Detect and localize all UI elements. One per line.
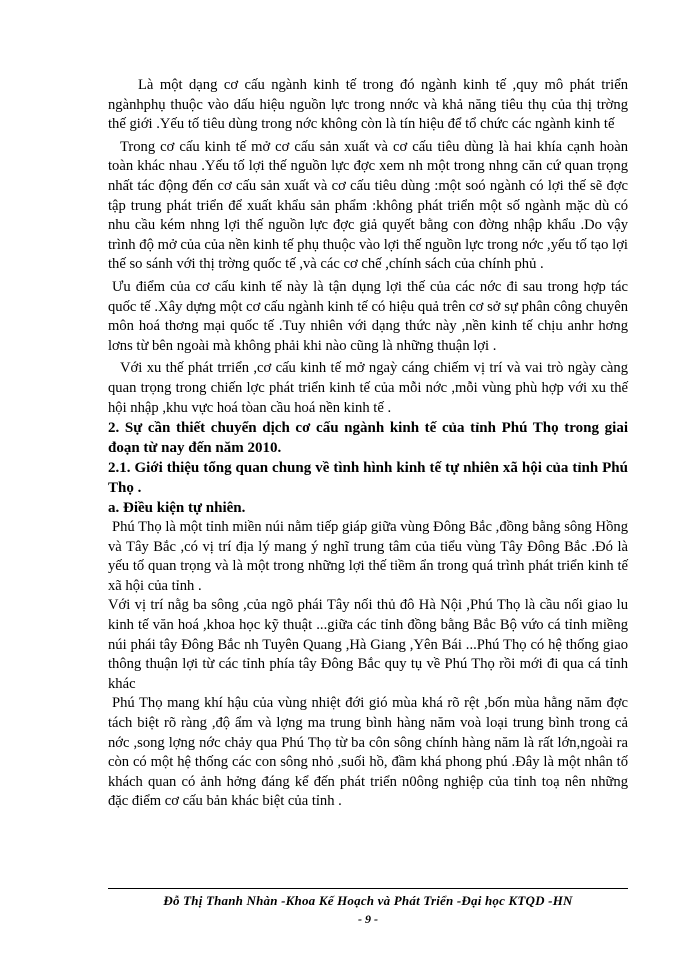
paragraph-production-consumption: Trong cơ cấu kinh tế mở cơ cấu sản xuất và cơ cấu tiêu dùng là hai khía cạnh hoàn toàn khác nhau .Yếu tố lợi thế nguồn lực đợc xem nh một trong nhng căn cứ quan trọng nhất tác động đến cơ cấu sản xuất và cơ cấu tiêu dùng :một soó ngành có lợi thế sẽ đợc tập trung phát triển để xuất khẩu sản phẩm :không phát triển một số ngành mặc dù có nhu cầu kém nhng lợi thế nguồn lực đợc giả quyết bằng con đờng nhập khẩu .Do vậy trình độ mở của của nền kinh tế phụ thuộc vào lợi thế nguồn lực trong nớc ,yếu tố tạo lợi thế so sánh với thị trờng quốc tế ,và các cơ chế ,chính sách của chính phủ . bbox=[108, 138, 628, 273]
footer-divider bbox=[108, 888, 628, 889]
paragraph-open-economy-definition: Là một dạng cơ cấu ngành kinh tế trong đó ngành kinh tế ,quy mô phát triển ngànhphụ thuộc vào dấu hiệu nguồn lực trong nnớc và khả năng tiêu thụ của thị trờng thế giới .Yếu tố tiêu dùng trong nớc không còn là tín hiệu để tổ chức các ngành kinh tế bbox=[108, 77, 628, 133]
section-heading-2-1: 2.1. Giới thiệu tổng quan chung về tình hình kinh tế tự nhiên xã hội của tỉnh Phú Thọ . bbox=[108, 460, 628, 497]
document-body bbox=[108, 76, 628, 812]
paragraph-climate: Phú Thọ mang khí hậu của vùng nhiệt đới gió mùa khá rõ rệt ,bốn mùa hằng năm đợc tách biệt rõ ràng ,độ ẩm và lợng ma trung bình hàng năm voà loại trung bình trong cả nớc ,song lợng nớc chảy qua Phú Thọ từ ba côn sông chính hàng năm là rất lớn,ngoài ra còn có một hệ thống các con sông nhỏ ,suối hồ, đầm khá phong phú .Đây là một nhân tố khách quan có ảnh hởng đáng kể đến phát triển n0ông nghiệp của tỉnh toạ nên những đặc điểm cơ cấu bản khác biệt của tỉnh . bbox=[108, 695, 628, 810]
paragraph-location: Phú Thọ là một tỉnh miền núi nằm tiếp giáp giữa vùng Đông Bắc ,đồng bằng sông Hồng và Tây Bắc ,có vị trí địa lý mang ý nghĩ trung tâm của tiểu vùng Tây Đông Bắc .Đó là yếu tố quan trọng và là một trong những lợi thế tiềm ẩn trong quá trình phát triển kinh tế xã hội của tỉnh . bbox=[108, 519, 628, 594]
paragraph-trend: Với xu thế phát trriển ,cơ cấu kinh tế mở ngaỳ cáng chiếm vị trí và vai trò ngày càng quan trọng trong chiến lợc phát triển kinh tế của mỗi nớc ,mỗi vùng phù hợp với xu thế hội nhập ,khu vực hoá tòan cầu hoá nền kinh tế . bbox=[108, 360, 628, 416]
section-heading-a: a. Điều kiện tự nhiên. bbox=[108, 500, 246, 517]
section-heading-2: 2. Sự cần thiết chuyển dịch cơ cấu ngành kinh tế của tỉnh Phú Thọ trong giai đoạn từ nay đến năm 2010. bbox=[108, 420, 628, 457]
paragraph-transport: Với vị trí nằg ba sông ,của ngõ phái Tây nối thủ đô Hà Nội ,Phú Thọ là cầu nối giao lu kinh tế văn hoá ,khoa học kỹ thuật ...giữa các tỉnh đồng bằng Bắc Bộ vứo cá tỉnh miềng núi phái tây Đông Bắc nh Tuyên Quang ,Hà Giang ,Yên Bái ...Phú Thọ có hệ thống giao thông thuận lợi từ các tỉnh phía tây Đông Bắc quy tụ về Phú Thọ rồi mới đi qua cá tỉnh khác bbox=[108, 597, 628, 692]
page-number: - 9 - bbox=[358, 912, 378, 926]
paragraph-advantages: Ưu điểm của cơ cấu kinh tế này là tận dụng lợi thế của các nớc đi sau trong hợp tác quốc tế .Xây dựng một cơ cấu ngành kinh tế có hiệu quả trên cơ sở sự phân công chuyên môn hoá thơng mại quốc tế .Tuy nhiên với dạng thức này ,nền kinh tế chịu anhr hơng lơns từ bên ngoài mà không phải khi nào cũng là những thuận lợi . bbox=[108, 278, 628, 354]
footer-author-line: Đỗ Thị Thanh Nhàn -Khoa Kế Hoạch và Phát Triển -Đại học KTQD -HN bbox=[163, 893, 573, 908]
